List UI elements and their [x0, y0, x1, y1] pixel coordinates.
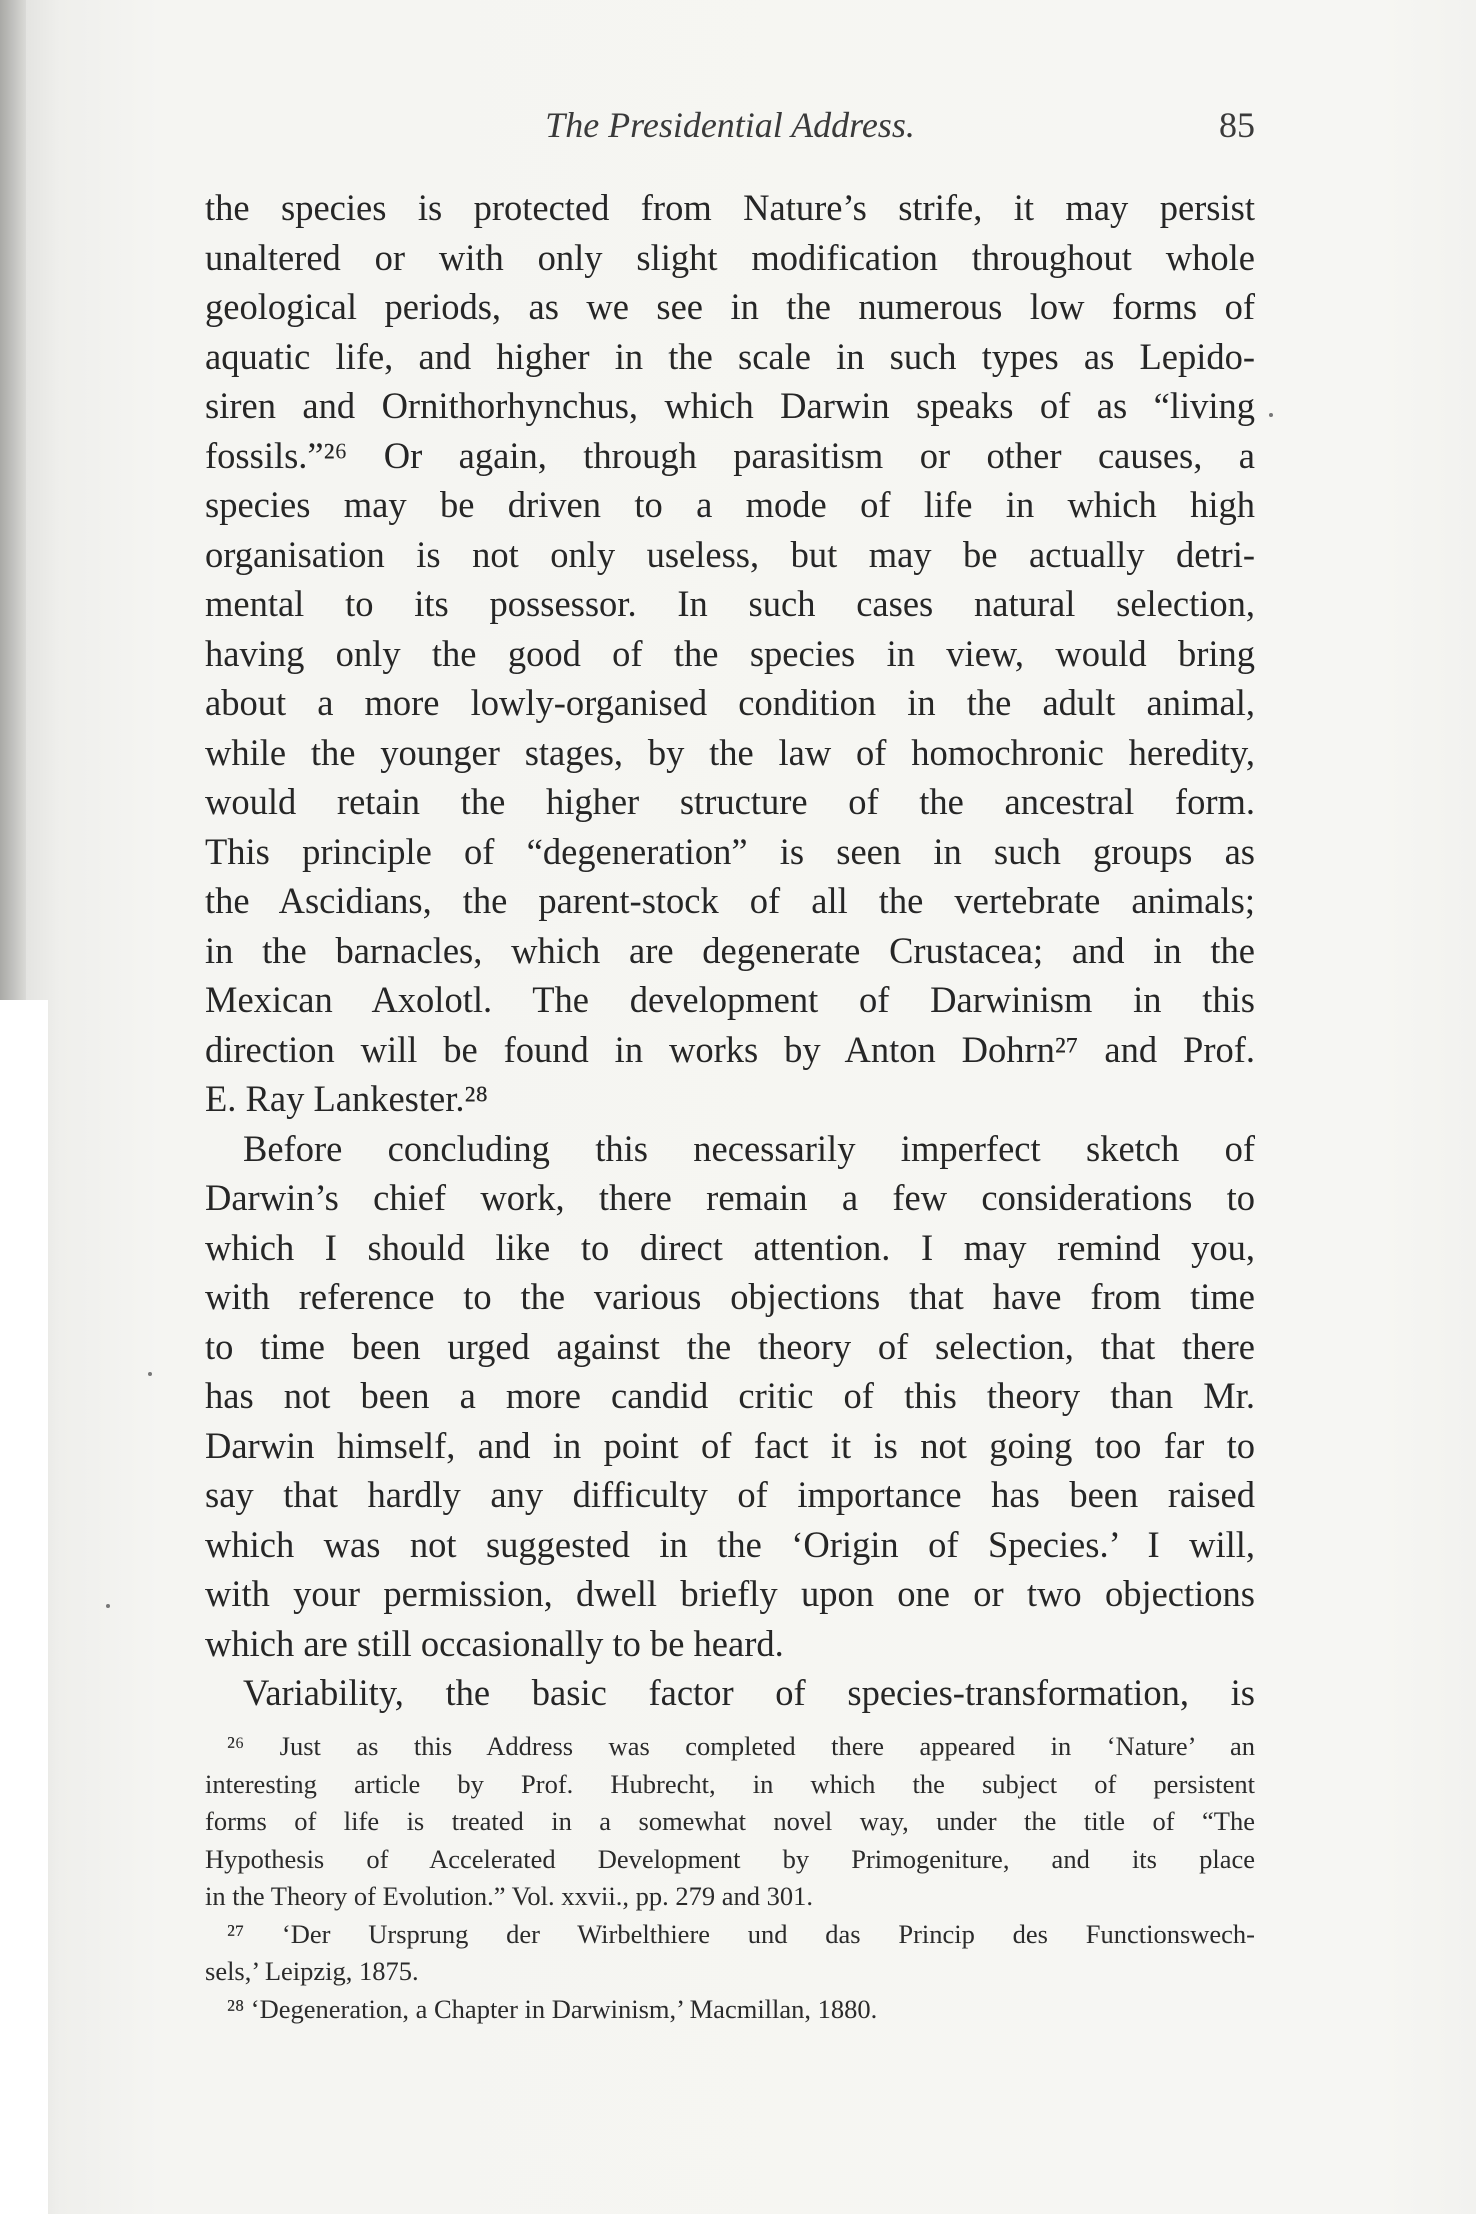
- text-line: with reference to the various objections that have from time: [205, 1276, 1255, 1317]
- page-number: 85: [1219, 105, 1255, 145]
- text-line: the species is protected from Nature’s strife, it may persist: [205, 187, 1255, 228]
- footnote-line: ²⁶ Just as this Address was completed there appeared in ‘Nature’ an: [227, 1731, 1255, 1761]
- footnote-line: Hypothesis of Accelerated Development by Primogeniture, and its place: [205, 1843, 1255, 1874]
- text-line: the Ascidians, the parent-stock of all the vertebrate animals;: [205, 880, 1255, 921]
- text-line: Mexican Axolotl. The development of Darwinism in this: [205, 979, 1255, 1020]
- text-line: aquatic life, and higher in the scale in such types as Lepido-: [205, 335, 1255, 377]
- ink-speck: [106, 1604, 110, 1608]
- text-line: which I should like to direct attention. I may remind you,: [205, 1226, 1255, 1268]
- footnote-line: ²⁸ ‘Degeneration, a Chapter in Darwinism,’ Macmillan, 1880.: [227, 1993, 878, 2024]
- footnote-line: in the Theory of Evolution.” Vol. xxvii., pp. 279 and 301.: [205, 1881, 813, 1911]
- text-line: Variability, the basic factor of species-transformation, is: [243, 1672, 1255, 1713]
- text-line: fossils.”²⁶ Or again, through parasitism or other causes, a: [205, 434, 1255, 476]
- text-line: geological periods, as we see in the numerous low forms of: [205, 286, 1255, 327]
- text-line: would retain the higher structure of the ancestral form.: [205, 781, 1255, 822]
- footnotes: [205, 1728, 1255, 2028]
- text-line: mental to its possessor. In such cases natural selection,: [205, 583, 1255, 624]
- footnote-line: ²⁷ ‘Der Ursprung der Wirbelthiere und das Princip des Functionswech-: [227, 1918, 1255, 1949]
- text-line: while the younger stages, by the law of homochronic heredity,: [205, 731, 1255, 773]
- footnote-line: forms of life is treated in a somewhat novel way, under the title of “The: [205, 1806, 1255, 1836]
- text-line: E. Ray Lankester.²⁸: [205, 1078, 489, 1119]
- text-line: This principle of “degeneration” is seen in such groups as: [205, 830, 1255, 872]
- page-edge: [0, 1000, 48, 2214]
- text-line: which are still occasionally to be heard.: [205, 1622, 784, 1664]
- footnote-line: sels,’ Leipzig, 1875.: [205, 1956, 419, 1986]
- text-line: about a more lowly-organised condition in the adult animal,: [205, 682, 1255, 723]
- ink-speck: [1269, 413, 1273, 417]
- text-line: has not been a more candid critic of this theory than Mr.: [205, 1375, 1255, 1416]
- text-line: having only the good of the species in view, would bring: [205, 632, 1255, 674]
- text-line: siren and Ornithorhynchus, which Darwin speaks of as “living: [205, 385, 1255, 426]
- footnote-line: interesting article by Prof. Hubrecht, in which the subject of persistent: [205, 1768, 1255, 1799]
- text-line: to time been urged against the theory of selection, that there: [205, 1325, 1255, 1367]
- text-line: unaltered or with only slight modification throughout whole: [205, 236, 1255, 278]
- ink-speck: [148, 1372, 152, 1376]
- text-line: direction will be found in works by Anton Dohrn²⁷ and Prof.: [205, 1028, 1255, 1070]
- text-line: in the barnacles, which are degenerate Crustacea; and in the: [205, 929, 1255, 971]
- text-line: organisation is not only useless, but may be actually detri-: [205, 533, 1255, 575]
- text-line: species may be driven to a mode of life in which high: [205, 484, 1255, 525]
- text-line: which was not suggested in the ‘Origin of Species.’ I will,: [205, 1523, 1255, 1565]
- text-line: with your permission, dwell briefly upon one or two objections: [205, 1573, 1255, 1614]
- text-line: Before concluding this necessarily imperfect sketch of: [243, 1127, 1255, 1169]
- text-line: say that hardly any difficulty of importance has been raised: [205, 1474, 1255, 1515]
- running-title: The Presidential Address.: [545, 105, 915, 145]
- running-head: [205, 104, 1255, 154]
- text-line: Darwin’s chief work, there remain a few considerations to: [205, 1177, 1255, 1218]
- body-text: [205, 183, 1255, 1718]
- text-line: Darwin himself, and in point of fact it is not going too far to: [205, 1424, 1255, 1466]
